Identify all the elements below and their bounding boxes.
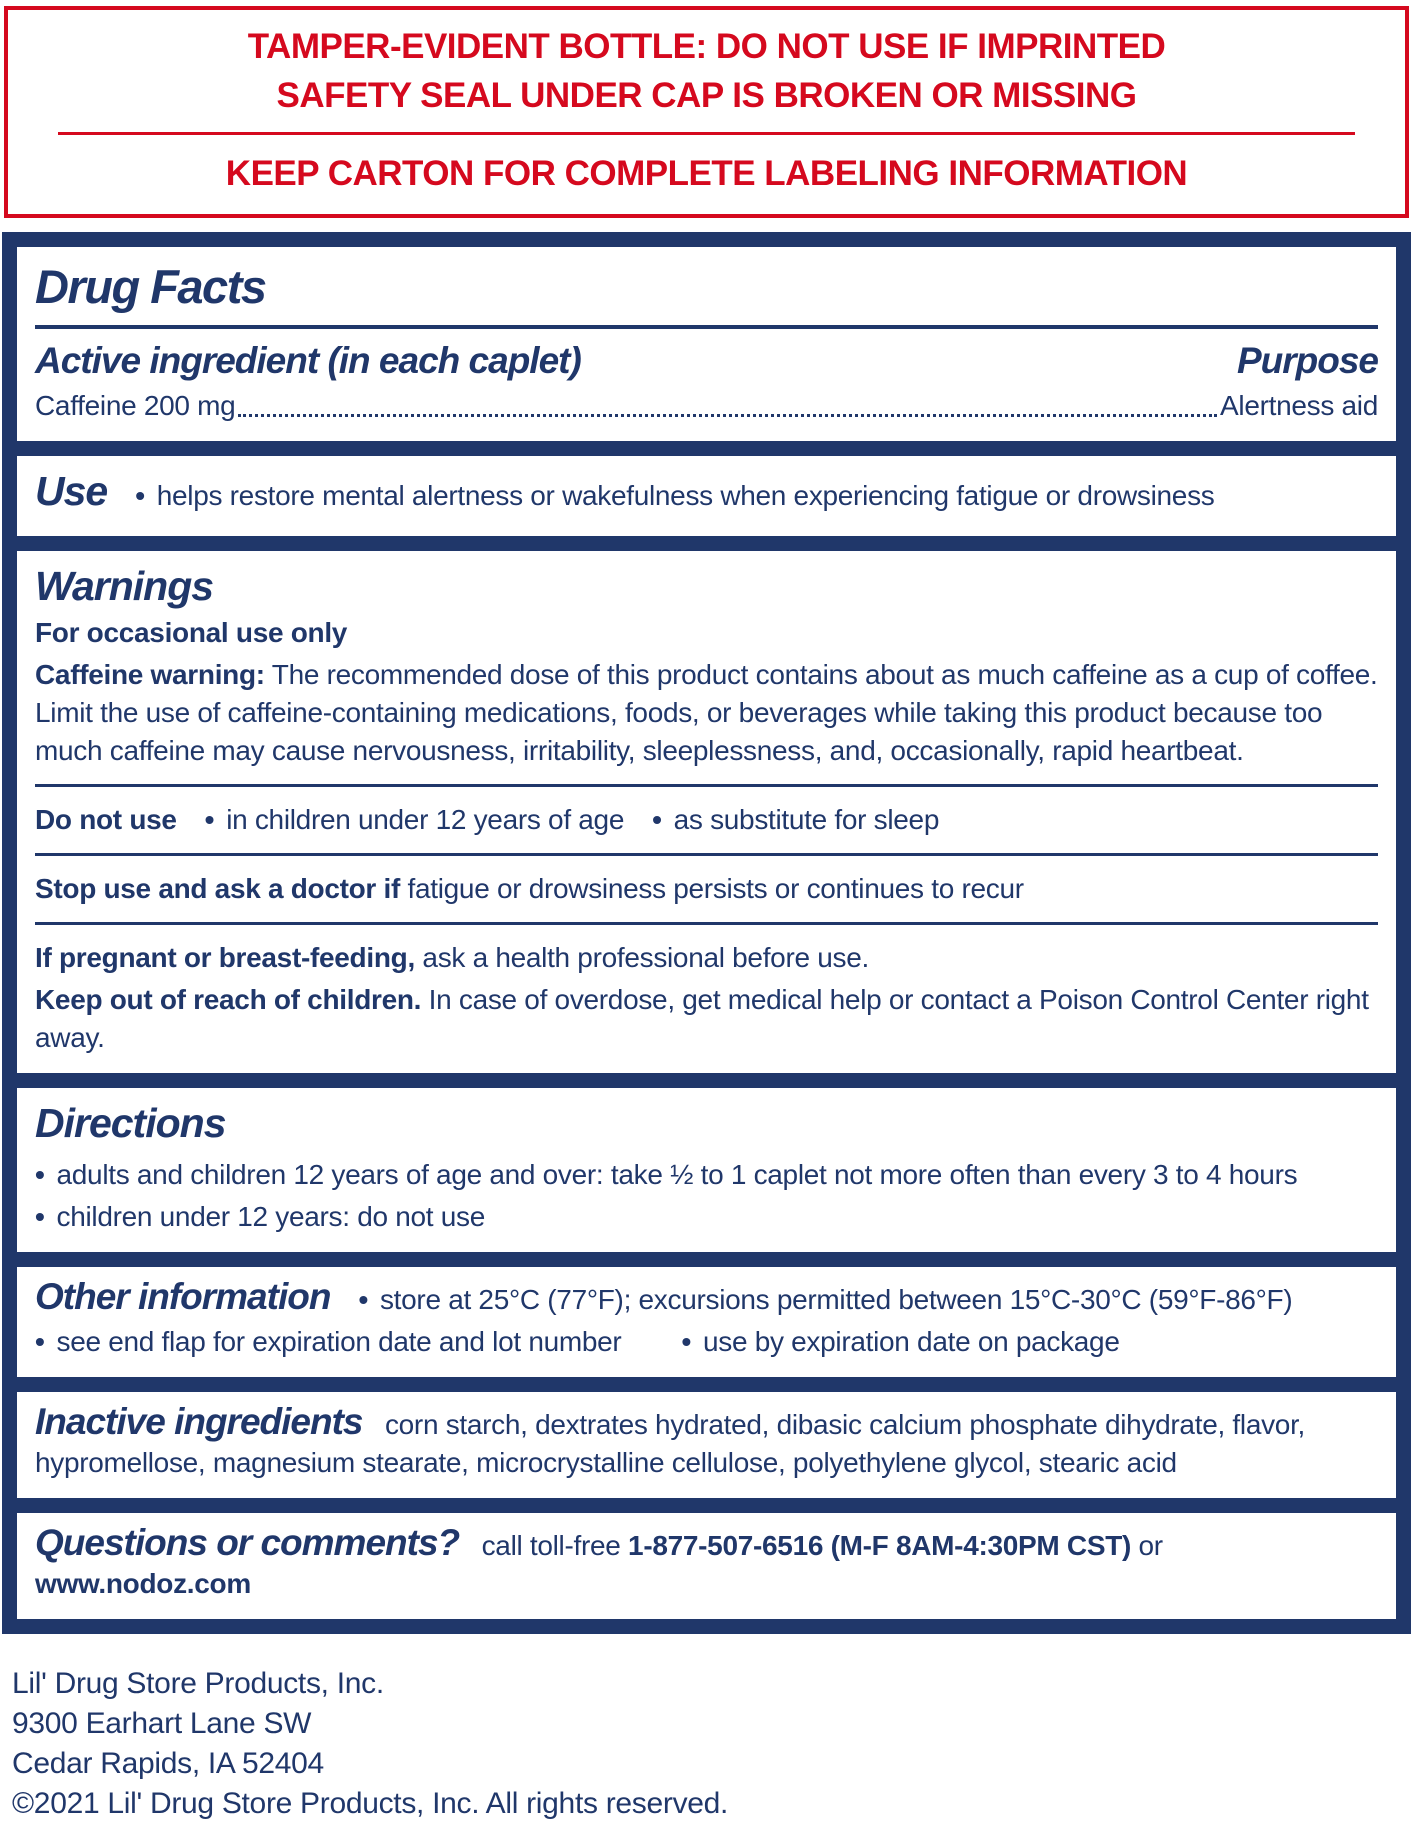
use-bullet-item [135, 477, 1214, 515]
stop-use-text: fatigue or drowsiness persists or continues to recur [407, 873, 1024, 905]
do-not-use-label: Do not use [35, 804, 177, 836]
section-other-information [17, 1267, 1396, 1377]
warnings-divider-2 [35, 853, 1378, 856]
tamper-warning-line-3: KEEP CARTON FOR COMPLETE LABELING INFORMATION [225, 154, 1188, 193]
directions-bullet-2-text: • children under 12 years: do not use [56, 1200, 485, 1232]
do-not-use-bullet-1-text: • in children under 12 years of age [226, 804, 625, 836]
ingredient-purpose: Alertness aid [1220, 390, 1378, 422]
caffeine-warning-paragraph [35, 656, 1378, 770]
use-bullet-text: • helps restore mental alertness or wakefulness when experiencing fatigue or drowsiness [156, 480, 1215, 512]
directions-heading: Directions [35, 1100, 226, 1147]
ingredient-row [35, 387, 1378, 425]
questions-phone: 1-877-507-6516 (M-F 8AM-4:30PM CST) [628, 1530, 1132, 1562]
section-use [17, 456, 1396, 535]
do-not-use-bullet-2 [652, 801, 939, 839]
questions-website: www.nodoz.com [35, 1568, 251, 1600]
warnings-divider-1 [35, 784, 1378, 787]
stop-use-paragraph [35, 870, 1378, 908]
drug-facts-panel [2, 232, 1411, 1634]
other-info-bullet-3 [681, 1323, 1119, 1361]
other-info-bullet-1-text: • store at 25°C (77°F); excursions permitted between 15°C-30°C (59°F-86°F) [379, 1283, 1293, 1315]
occasional-use-subhead: For occasional use only [35, 616, 348, 648]
inactive-ingredients-paragraph [35, 1402, 1378, 1482]
manufacturer-city: Cedar Rapids, IA 52404 [12, 1746, 324, 1780]
tamper-warning-box [4, 6, 1409, 218]
drug-facts-title: Drug Facts [35, 260, 266, 313]
warnings-divider-3 [35, 922, 1378, 925]
do-not-use-bullet-1 [205, 801, 624, 839]
questions-paragraph [35, 1523, 1378, 1603]
do-not-use-bullet-2-text: • as substitute for sleep [673, 804, 940, 836]
directions-bullet-1 [35, 1156, 1378, 1194]
stop-use-label: Stop use and ask a doctor if [35, 873, 401, 905]
tamper-warning-line-1: TAMPER-EVIDENT BOTTLE: DO NOT USE IF IMPRINTED [247, 27, 1166, 66]
manufacturer-footer [12, 1664, 1413, 1824]
ingredient-name: Caffeine 200 mg [35, 390, 236, 422]
other-info-bullet-2-text: • see end flap for expiration date and lot number [56, 1325, 622, 1357]
section-questions [17, 1513, 1396, 1619]
copyright-line: ©2021 Lil' Drug Store Products, Inc. All rights reserved. [12, 1786, 729, 1820]
caffeine-warning-label: Caffeine warning: [35, 658, 265, 690]
questions-or: or [1138, 1530, 1163, 1562]
other-info-heading: Other information [35, 1275, 331, 1317]
pregnant-label: If pregnant or breast-feeding, [35, 942, 415, 974]
manufacturer-street: 9300 Earhart Lane SW [12, 1707, 312, 1741]
pregnant-paragraph [35, 939, 1378, 977]
purpose-heading: Purpose [1236, 339, 1378, 381]
keep-out-text: In case of overdose, get medical help or contact a Poison Control Center right away. [35, 984, 1369, 1054]
do-not-use-row [35, 801, 1378, 839]
active-ingredient-heading: Active ingredient (in each caplet) [35, 339, 581, 381]
keep-out-paragraph [35, 981, 1378, 1057]
questions-heading: Questions or comments? [35, 1522, 460, 1564]
other-info-row-2 [35, 1323, 1378, 1361]
warnings-heading: Warnings [35, 562, 214, 609]
tamper-divider [58, 132, 1355, 135]
inactive-ingredients-heading: Inactive ingredients [35, 1400, 363, 1442]
other-info-bullet-1 [358, 1281, 1292, 1319]
dotted-leader [238, 414, 1217, 417]
caffeine-warning-text: The recommended dose of this product contains about as much caffeine as a cup of coffee. Limit the use of caffeine-containing medications, foods, or beverages while taking this product because too much caffeine may cause nervousness, irritability, sleeplessness, and, occasionally, rapid heartbeat. [35, 658, 1378, 766]
directions-bullet-1-text: • adults and children 12 years of age and over: take ½ to 1 caplet not more often than every 3 to 4 hours [56, 1158, 1298, 1190]
other-info-bullet-3-text: • use by expiration date on package [702, 1325, 1120, 1357]
section-warnings [17, 551, 1396, 1074]
use-heading: Use [35, 468, 108, 515]
keep-out-label: Keep out of reach of children. [35, 984, 422, 1016]
questions-prefix: call toll-free [481, 1530, 621, 1562]
tamper-warning-line-2: SAFETY SEAL UNDER CAP IS BROKEN OR MISSING [276, 76, 1137, 115]
section-directions [17, 1088, 1396, 1251]
manufacturer-name: Lil' Drug Store Products, Inc. [12, 1667, 384, 1701]
title-divider [35, 325, 1378, 329]
inactive-ingredients-text: corn starch, dextrates hydrated, dibasic calcium phosphate dihydrate, flavor, hypromellose, magnesium stearate, microcrystalline cellulose, polyethylene glycol, stearic acid [35, 1408, 1306, 1478]
section-active-ingredient [17, 247, 1396, 441]
other-info-bullet-2 [35, 1323, 621, 1361]
section-inactive-ingredients [17, 1392, 1396, 1498]
pregnant-text: ask a health professional before use. [422, 942, 869, 974]
directions-bullet-2 [35, 1198, 1378, 1236]
